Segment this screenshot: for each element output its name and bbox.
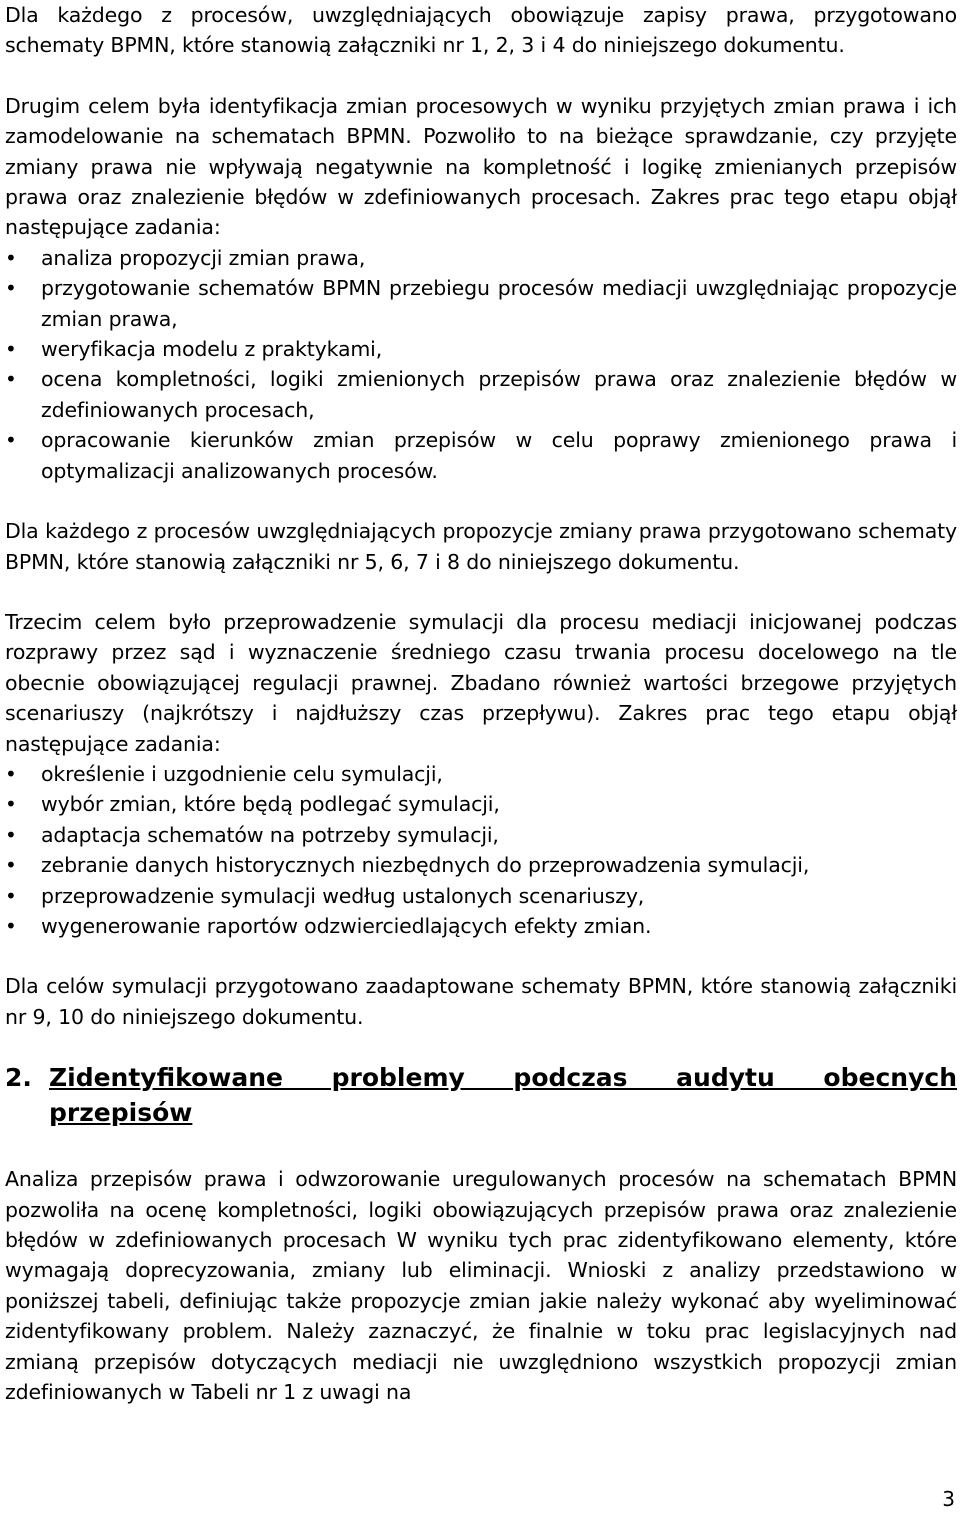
paragraph-bpmn-attachments-5-8: Dla każdego z procesów uwzględniających propozycje zmiany prawa przygotowano schematy BPMN, które stanowią załączniki nr 5, 6, 7 i 8 do niniejszego dokumentu. [5,519,957,574]
paragraph-gap [5,61,957,91]
section-title: Zidentyfikowane problemy podczas audytu obecnych przepisów [49,1063,957,1128]
list-item: • zebranie danych historycznych niezbędnych do przeprowadzenia symulacji, [5,850,957,880]
task-list-third-goal [5,759,957,941]
list-item: • wygenerowanie raportów odzwierciedlających efekty zmian. [5,911,957,941]
document-page [5,0,957,1407]
list-item: • analiza propozycji zmian prawa, [5,243,957,273]
section-heading [5,1060,957,1130]
list-item: • przygotowanie schematów BPMN przebiegu procesów mediacji uwzględniając propozycje zmian prawa, [5,273,957,334]
paragraph-analysis-results: Analiza przepisów prawa i odwzorowanie uregulowanych procesów na schematach BPMN pozwoliła na ocenę kompletności, logiki obowiązujących przepisów prawa oraz znalezienie błędów w zdefiniowanych procesach W wyniku tych prac zidentyfikowano elementy, które wymagają doprecyzowania, zmiany lub eliminacji. Wnioski z analizy przedstawiono w poniższej tabeli, definiując także propozycje zmian jakie należy wykonać aby wyeliminować zidentyfikowany problem. Należy zaznaczyć, że finalnie w toku prac legislacyjnych nad zmianą przepisów dotyczących mediacji nie uwzględniono wszystkich propozycji zmian zdefiniowanych w Tabeli nr 1 z uwagi na [5,1167,957,1405]
list-item: • przeprowadzenie symulacji według ustalonych scenariuszy, [5,881,957,911]
paragraph-bpmn-attachments-1-4: Dla każdego z procesów, uwzględniających obowiązuje zapisy prawa, przygotowano schematy BPMN, które stanowią załączniki nr 1, 2, 3 i 4 do niniejszego dokumentu. [5,3,957,58]
paragraph-gap [5,486,957,516]
paragraph-simulation-attachments: Dla celów symulacji przygotowano zaadaptowane schematy BPMN, które stanowią załączniki nr 9, 10 do niniejszego dokumentu. [5,974,957,1029]
list-item: • wybór zmian, które będą podlegać symulacji, [5,789,957,819]
list-item: • adaptacja schematów na potrzeby symulacji, [5,820,957,850]
paragraph-gap [5,1130,957,1164]
task-list-second-goal [5,243,957,486]
paragraph-third-goal: Trzecim celem było przeprowadzenie symulacji dla procesu mediacji inicjowanej podczas rozprawy przez sąd i wyznaczenie średniego czasu trwania procesu docelowego na tle obecnie obowiązującej regulacji prawnej. Zbadano również wartości brzegowe przyjętych scenariuszy (najkrótszy i najdłuższy czas przepływu). Zakres prac tego etapu objął następujące zadania: [5,609,957,756]
list-item: • ocena kompletności, logiki zmienionych przepisów prawa oraz znalezienie błędów w zdefiniowanych procesach, [5,364,957,425]
list-item: • weryfikacja modelu z praktykami, [5,334,957,364]
paragraph-gap [5,1032,957,1060]
page-number: 3 [942,1487,955,1511]
paragraph-second-goal: Drugim celem była identyfikacja zmian procesowych w wyniku przyjętych zmian prawa i ich zamodelowanie na schematach BPMN. Pozwoliło to na bieżące sprawdzanie, czy przyjęte zmiany prawa nie wpływają negatywnie na kompletność i logikę zmienianych przepisów prawa oraz znalezienie błędów w zdefiniowanych procesach. Zakres prac tego etapu objął następujące zadania: [5,93,957,240]
list-item: • określenie i uzgodnienie celu symulacji, [5,759,957,789]
paragraph-gap [5,577,957,607]
section-number: 2. [5,1063,32,1093]
paragraph-gap [5,941,957,971]
list-item: • opracowanie kierunków zmian przepisów w celu poprawy zmienionego prawa i optymalizacji analizowanych procesów. [5,425,957,486]
